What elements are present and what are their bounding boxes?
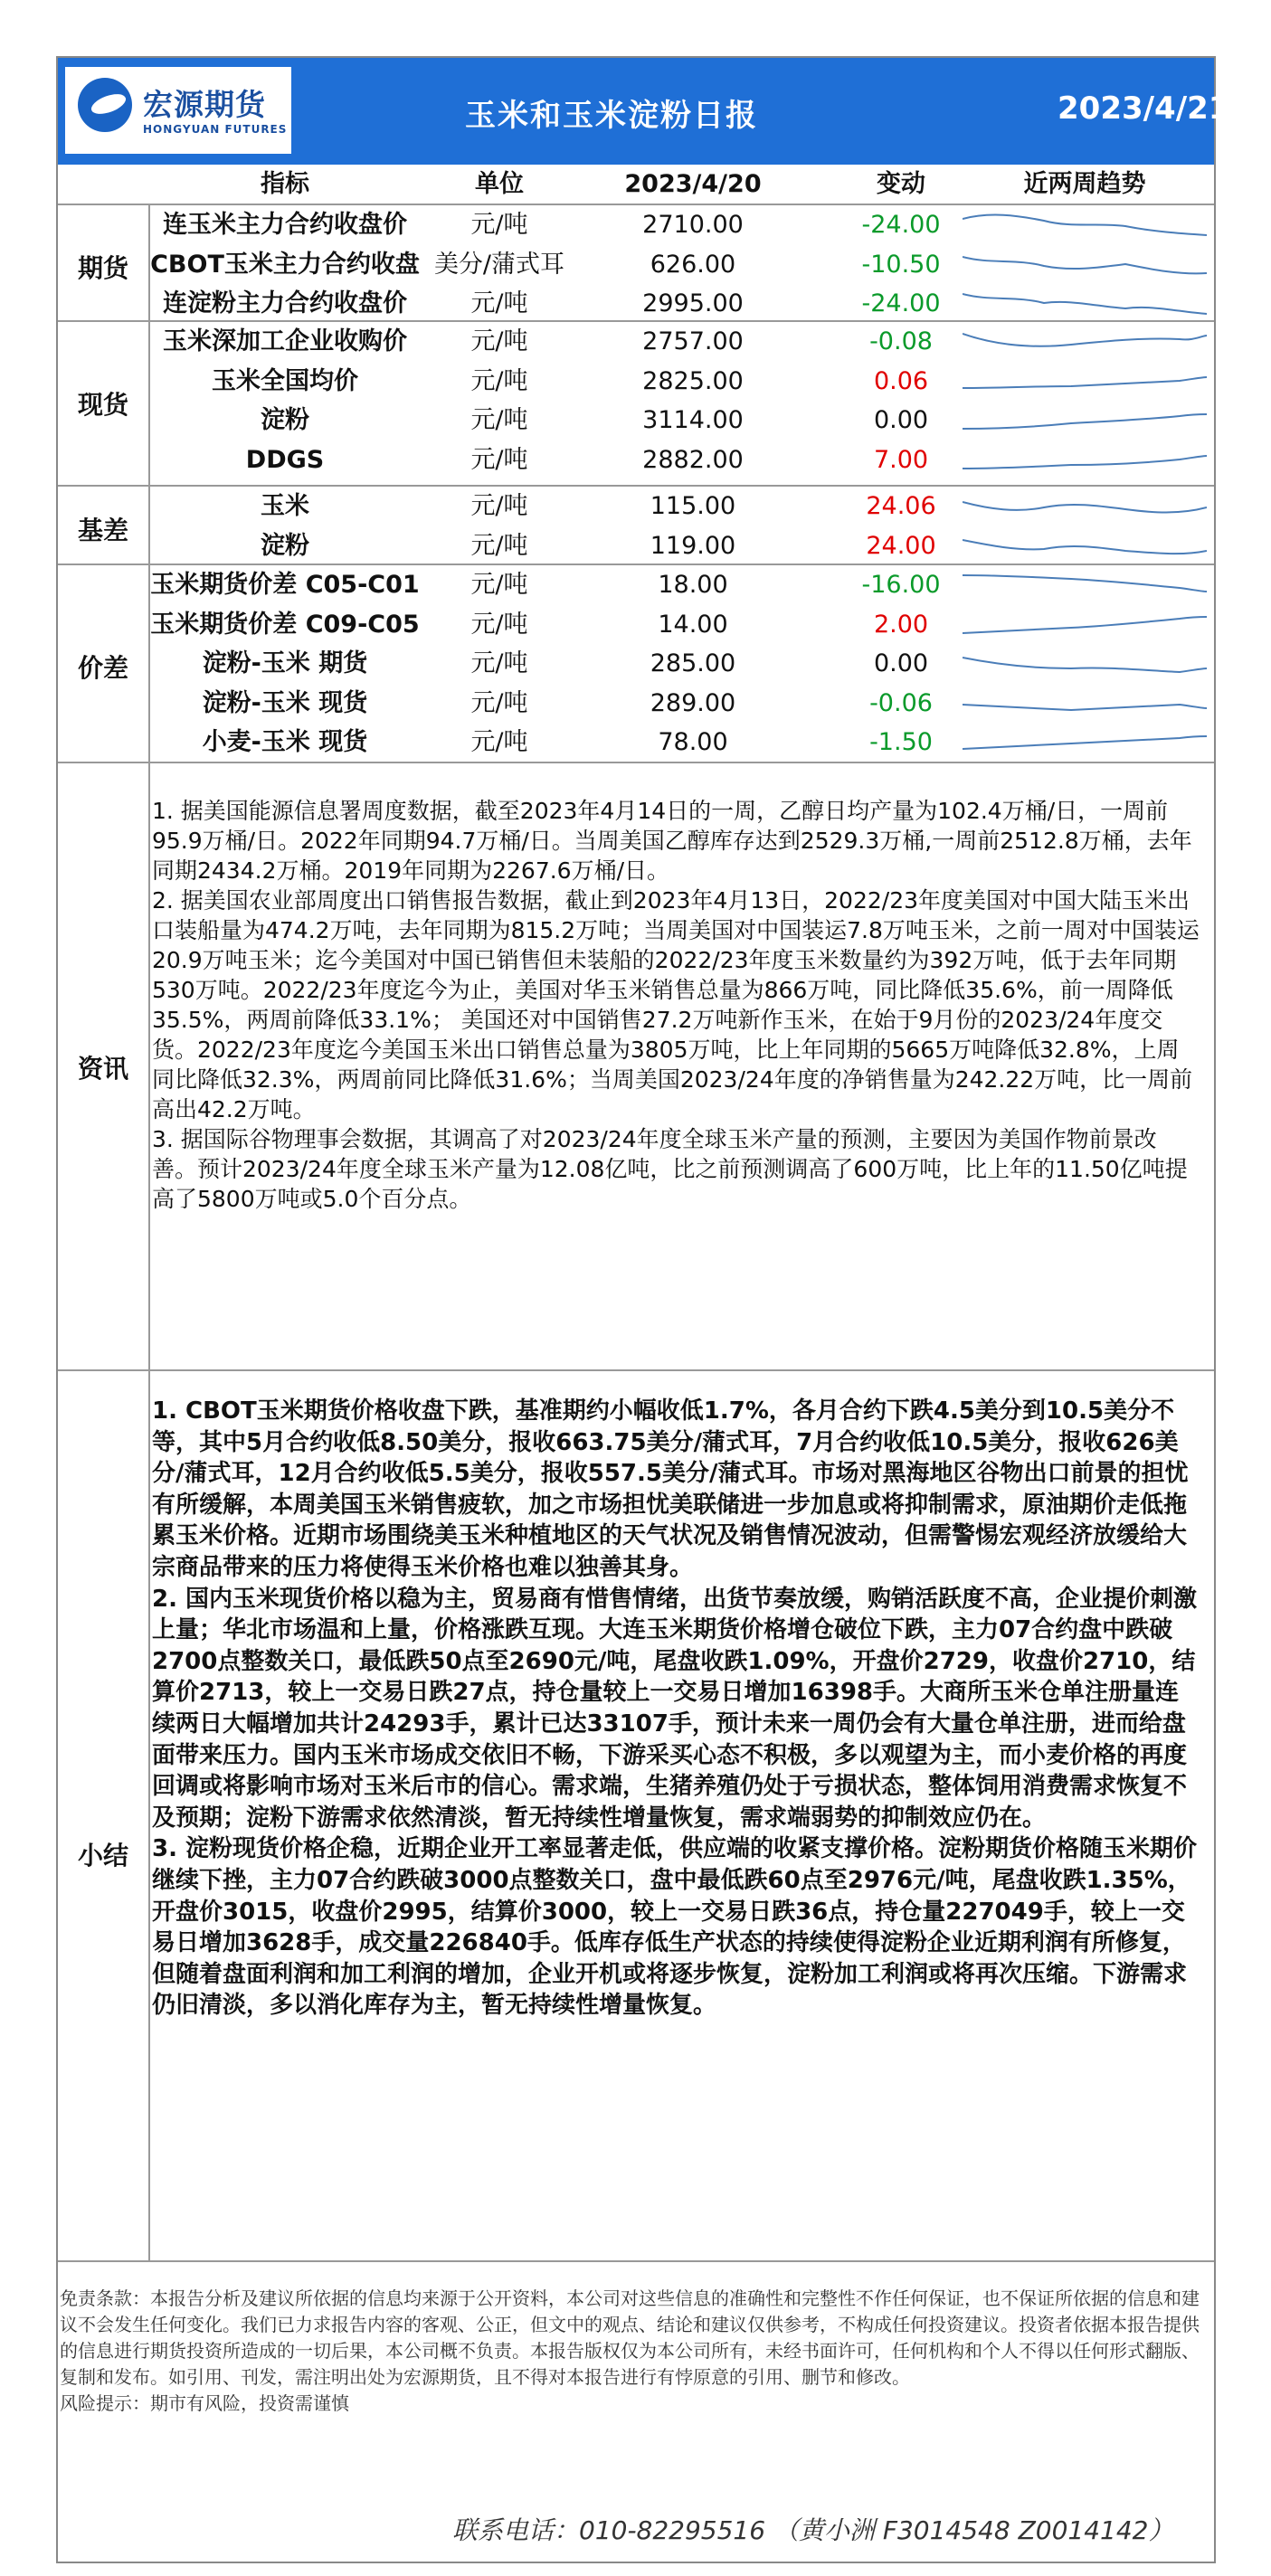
section-label: 基差	[77, 515, 128, 545]
value-cell: 2757.00	[642, 327, 744, 355]
summary-paragraph: 3. 淀粉现货价格企稳，近期企业开工率显著走低，供应端的收紧支撑价格。淀粉期货价格随玉米期价继续下挫，主力07合约跌破3000点整数关口，盘中最低跌60点至2976元/吨，尾盘收跌1.35%，开盘价3015，收盘价2995，结算价3000，较上一交易日跌36点，持仓量227049手，较上一交易日增加3628手，成交量226840手。低库存低生产状态的持续使得淀粉企业近期利润有所修复，但随着盘面利润和加工利润的增加，企业开机或将逐步恢复，淀粉加工利润或将再次压缩。下游需求仍旧清淡，多以消化库存为主，暂无持续性增量恢复。	[152, 1835, 1198, 2020]
indicator-name: 淀粉	[261, 531, 309, 560]
value-cell: 115.00	[650, 492, 736, 520]
sparkline-path	[963, 456, 1207, 469]
risk-warning: 风险提示：期市有风险，投资需谨慎	[60, 2392, 349, 2414]
change-cell: 2.00	[873, 610, 929, 639]
sparkline-path	[963, 414, 1207, 429]
value-cell: 2882.00	[642, 445, 744, 474]
col-header-change: 变动	[877, 170, 925, 198]
value-cell: 3114.00	[642, 406, 744, 435]
indicator-name: 淀粉-玉米 期货	[202, 649, 368, 678]
unit-cell: 元/吨	[470, 688, 528, 717]
indicator-name: 玉米深加工企业收购价	[163, 327, 407, 355]
sparkline-path	[963, 294, 1207, 314]
value-cell: 2710.00	[642, 211, 744, 239]
unit-cell: 元/吨	[470, 492, 528, 520]
sparkline-path	[963, 215, 1207, 235]
value-cell: 119.00	[650, 531, 736, 560]
contact-info: 联系电话：010-82295516 （黄小洲 F3014548 Z0014142）	[452, 2515, 1174, 2545]
unit-cell: 元/吨	[470, 531, 528, 560]
news-label: 资讯	[77, 1054, 128, 1084]
change-cell: 24.06	[866, 492, 936, 520]
sparkline-path	[963, 705, 1207, 710]
divider	[58, 1369, 1214, 1371]
change-cell: 0.00	[873, 406, 929, 435]
change-cell: 0.00	[873, 649, 929, 678]
logo-text-en: HONGYUAN FUTURES	[143, 123, 288, 136]
unit-cell: 元/吨	[470, 327, 528, 355]
divider	[58, 2260, 1214, 2262]
col-header-indicator: 指标	[261, 170, 309, 198]
change-cell: -16.00	[861, 571, 941, 599]
indicator-name: 玉米全国均价	[212, 366, 358, 395]
unit-cell: 元/吨	[470, 406, 528, 435]
col-header-date: 2023/4/20	[624, 170, 762, 198]
summary-paragraph: 2. 国内玉米现货价格以稳为主，贸易商有惜售情绪，出货节奏放缓，购销活跃度不高，企业提价刺激上量；华北市场温和上量，价格涨跌互现。大连玉米期货价格增仓破位下跌，主力07合约盘中跌破2700点整数关口，最低跌50点至2690元/吨，尾盘收跌1.09%，开盘价2729，收盘价2710，结算价2713，较上一交易日跌27点，持仓量较上一交易日增加16398手。大商所玉米仓单注册量连续两日大幅增加共计24293手，累计已达33107手，预计未来一周仍会有大量仓单注册，进而给盘面带来压力。国内玉米市场成交依旧不畅，下游采买心态不积极，多以观望为主，而小麦价格的再度回调或将影响市场对玉米后市的信心。需求端，生猪养殖仍处于亏损状态，整体饲用消费需求恢复不及预期；淀粉下游需求依然清淡，暂无持续性增量恢复，需求端弱势的抑制效应仍在。	[152, 1585, 1198, 1832]
section-label: 价差	[77, 653, 128, 683]
indicator-name: DDGS	[245, 445, 325, 474]
value-cell: 78.00	[658, 728, 728, 757]
news-paragraph: 1. 据美国能源信息署周度数据，截至2023年4月14日的一周，乙醇日均产量为102.4万桶/日，一周前95.9万桶/日。2022年同期94.7万桶/日。当周美国乙醇库存达到2529.3万桶,一周前2512.8万桶，去年同期2434.2万桶。2019年同期为2267.6万桶/日。	[152, 798, 1192, 884]
value-cell: 2825.00	[642, 366, 744, 395]
change-cell: 7.00	[873, 445, 929, 474]
summary-paragraph: 1. CBOT玉米期货价格收盘下跌，基准期约小幅收低1.7%，各月合约下跌4.5美分到10.5美分不等，其中5月合约收低8.50美分，报收663.75美分/蒲式耳，7月合约收低10.5美分，报收626美分/蒲式耳，12月合约收低5.5美分，报收557.5美分/蒲式耳。市场对黑海地区谷物出口前景的担忧有所缓解，本周美国玉米销售疲软，加之市场担忧美联储进一步加息或将抑制需求，原油期价走低拖累玉米价格。近期市场围绕美玉米种植地区的天气状况及销售情况波动，但需警惕宏观经济放缓给大宗商品带来的压力将使得玉米价格也难以独善其身。	[152, 1397, 1189, 1581]
value-cell: 285.00	[650, 649, 736, 678]
trend-sparkline	[963, 248, 1207, 282]
change-cell: -1.50	[869, 728, 933, 757]
indicator-name: 连淀粉主力合约收盘价	[163, 289, 407, 318]
sparkline-path	[963, 540, 1207, 554]
value-cell: 2995.00	[642, 289, 744, 318]
change-cell: 24.00	[866, 531, 936, 560]
sparkline-path	[963, 575, 1207, 592]
trend-sparkline	[963, 568, 1207, 602]
divider	[58, 485, 1214, 487]
change-cell: -24.00	[861, 289, 941, 318]
trend-sparkline	[963, 687, 1207, 721]
unit-cell: 元/吨	[470, 571, 528, 599]
sparkline-path	[963, 502, 1207, 513]
disclaimer-text: 免责条款：本报告分析及建议所依据的信息均来源于公开资料，本公司对这些信息的准确性和完整性不作任何保证，也不保证所依据的信息和建议不会发生任何变化。我们已力求报告内容的客观、公正，但文中的观点、结论和建议仅供参考，不构成任何投资建议。投资者依据本报告提供的信息进行期货投资所造成的一切后果，本公司概不负责。本报告版权仅为本公司所有，未经书面许可，任何机构和个人不得以任何形式翻版、复制和发布。如引用、刊发，需注明出处为宏源期货，且不得对本报告进行有悖原意的引用、删节和修改。	[60, 2287, 1200, 2388]
indicator-name: 玉米期货价差 C05-C01	[150, 571, 420, 599]
news-paragraph: 3. 据国际谷物理事会数据，其调高了对2023/24年度全球玉米产量的预测，主要因为美国作物前景改善。预计2023/24年度全球玉米产量为12.08亿吨，比之前预测调高了600万吨，比上年的11.50亿吨提高了5800万吨或5.0个百分点。	[152, 1126, 1188, 1212]
sparkline-path	[963, 377, 1207, 388]
value-cell: 14.00	[658, 610, 728, 639]
divider	[148, 204, 150, 2260]
trend-sparkline	[963, 325, 1207, 359]
indicator-name: 玉米期货价差 C09-C05	[150, 610, 420, 639]
sparkline-path	[963, 334, 1207, 346]
disclaimer	[60, 2286, 1209, 2417]
sparkline-path	[963, 658, 1207, 672]
trend-sparkline	[963, 208, 1207, 242]
unit-cell: 元/吨	[470, 649, 528, 678]
news-paragraph: 2. 据美国农业部周度出口销售报告数据，截止到2023年4月13日，2022/23年度美国对中国大陆玉米出口装船量为474.2万吨，去年同期为815.2万吨；当周美国对中国装运7.8万吨玉米，之前一周对中国装运20.9万吨玉米；迄今美国对中国已销售但未装船的2022/23年度玉米数量约为392万吨，低于去年同期530万吨。2022/23年度迄今为止，美国对华玉米销售总量为866万吨，同比降低35.6%，前一周降低35.5%，两周前降低33.1%； 美国还对中国销售27.2万吨新作玉米，在始于9月份的2023/24年度交货。2022/23年度迄今美国玉米出口销售总量为3805万吨，比上年同期的5665万吨降低32.8%，上周同比降低32.3%，两周前同比降低31.6%；当周美国2023/24年度的净销售量为242.22万吨，比一周前高出42.2万吨。	[152, 887, 1200, 1122]
divider	[58, 204, 1214, 205]
summary-label: 小结	[77, 1841, 128, 1870]
trend-sparkline	[963, 365, 1207, 399]
summary-section	[152, 1396, 1201, 2022]
trend-sparkline	[963, 489, 1207, 524]
col-header-unit: 单位	[475, 170, 524, 198]
change-cell: -0.08	[869, 327, 933, 355]
unit-cell: 美分/蒲式耳	[433, 250, 565, 279]
company-logo	[65, 67, 291, 154]
logo-mark-icon	[78, 78, 132, 132]
indicator-name: 连玉米主力合约收盘价	[163, 211, 407, 239]
section-label: 期货	[77, 253, 128, 284]
indicator-name: 淀粉-玉米 现货	[202, 688, 368, 717]
indicator-name: 淀粉	[261, 406, 309, 435]
divider	[58, 762, 1214, 763]
value-cell: 289.00	[650, 688, 736, 717]
report-date: 2023/4/21	[1058, 90, 1230, 127]
trend-sparkline	[963, 725, 1207, 760]
col-header-trend: 近两周趋势	[1023, 170, 1146, 198]
news-section	[152, 796, 1201, 1214]
sparkline-path	[963, 736, 1207, 749]
sparkline-path	[963, 617, 1207, 633]
report-header	[58, 58, 1230, 165]
trend-sparkline	[963, 403, 1207, 438]
indicator-name: CBOT玉米主力合约收盘	[150, 250, 420, 279]
divider	[58, 564, 1214, 565]
unit-cell: 元/吨	[470, 366, 528, 395]
change-cell: -0.06	[869, 688, 933, 717]
trend-sparkline	[963, 443, 1207, 478]
unit-cell: 元/吨	[470, 289, 528, 318]
trend-sparkline	[963, 287, 1207, 321]
unit-cell: 元/吨	[470, 728, 528, 757]
logo-text-cn: 宏源期货	[143, 87, 266, 122]
change-cell: 0.06	[873, 366, 929, 395]
change-cell: -24.00	[861, 211, 941, 239]
value-cell: 626.00	[650, 250, 736, 279]
trend-sparkline	[963, 529, 1207, 564]
unit-cell: 元/吨	[470, 610, 528, 639]
trend-sparkline	[963, 647, 1207, 681]
change-cell: -10.50	[861, 250, 941, 279]
report-title: 玉米和玉米淀粉日报	[465, 98, 758, 134]
unit-cell: 元/吨	[470, 211, 528, 239]
trend-sparkline	[963, 608, 1207, 642]
divider	[58, 320, 1214, 322]
section-label: 现货	[77, 390, 128, 421]
indicator-name: 小麦-玉米 现货	[202, 728, 368, 757]
value-cell: 18.00	[658, 571, 728, 599]
unit-cell: 元/吨	[470, 445, 528, 474]
indicator-name: 玉米	[261, 492, 309, 520]
sparkline-path	[963, 257, 1207, 273]
